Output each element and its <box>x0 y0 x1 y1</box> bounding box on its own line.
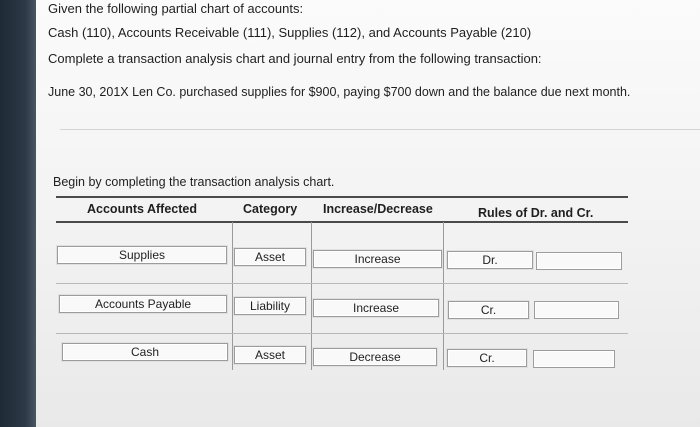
transaction-line: June 30, 201X Len Co. purchased supplies for $900, paying $700 down and the balance due next month. <box>48 85 631 99</box>
problem-line-3: Complete a transaction analysis chart and journal entry from the following transaction: <box>48 51 542 66</box>
change-field-accounts-payable[interactable]: Increase <box>313 299 439 317</box>
section-divider <box>60 129 700 130</box>
column-separator <box>311 222 312 370</box>
column-separator <box>232 222 233 370</box>
problem-line-1: Given the following partial chart of accounts: <box>48 1 304 16</box>
header-accounts-affected: Accounts Affected <box>87 202 197 216</box>
category-field-supplies[interactable]: Asset <box>234 248 306 266</box>
rule-field-supplies[interactable]: Dr. <box>447 251 533 269</box>
chart-title: Begin by completing the transaction analysis chart. <box>53 175 335 189</box>
header-category: Category <box>243 202 298 216</box>
header-increase-decrease: Increase/Decrease <box>323 202 433 216</box>
account-field-supplies[interactable]: Supplies <box>57 246 227 264</box>
header-rules: Rules of Dr. and Cr. <box>478 206 594 220</box>
amount-field-supplies[interactable] <box>536 252 622 270</box>
change-field-supplies[interactable]: Increase <box>313 250 442 268</box>
account-field-cash[interactable]: Cash <box>62 343 228 361</box>
account-field-accounts-payable[interactable]: Accounts Payable <box>59 295 227 313</box>
table-header-rule <box>56 221 628 223</box>
column-separator <box>443 222 444 370</box>
rule-field-accounts-payable[interactable]: Cr. <box>448 301 529 319</box>
change-field-cash[interactable]: Decrease <box>313 348 437 366</box>
screen-bezel <box>0 0 36 427</box>
rule-field-cash[interactable]: Cr. <box>447 349 527 367</box>
category-field-cash[interactable]: Asset <box>234 346 306 364</box>
amount-field-accounts-payable[interactable] <box>534 301 619 319</box>
category-field-accounts-payable[interactable]: Liability <box>234 297 306 315</box>
amount-field-cash[interactable] <box>533 350 615 368</box>
table-top-rule <box>56 196 628 198</box>
row-separator <box>56 283 628 284</box>
row-separator <box>56 333 628 334</box>
problem-line-2: Cash (110), Accounts Receivable (111), Supplies (112), and Accounts Payable (210) <box>48 25 532 40</box>
